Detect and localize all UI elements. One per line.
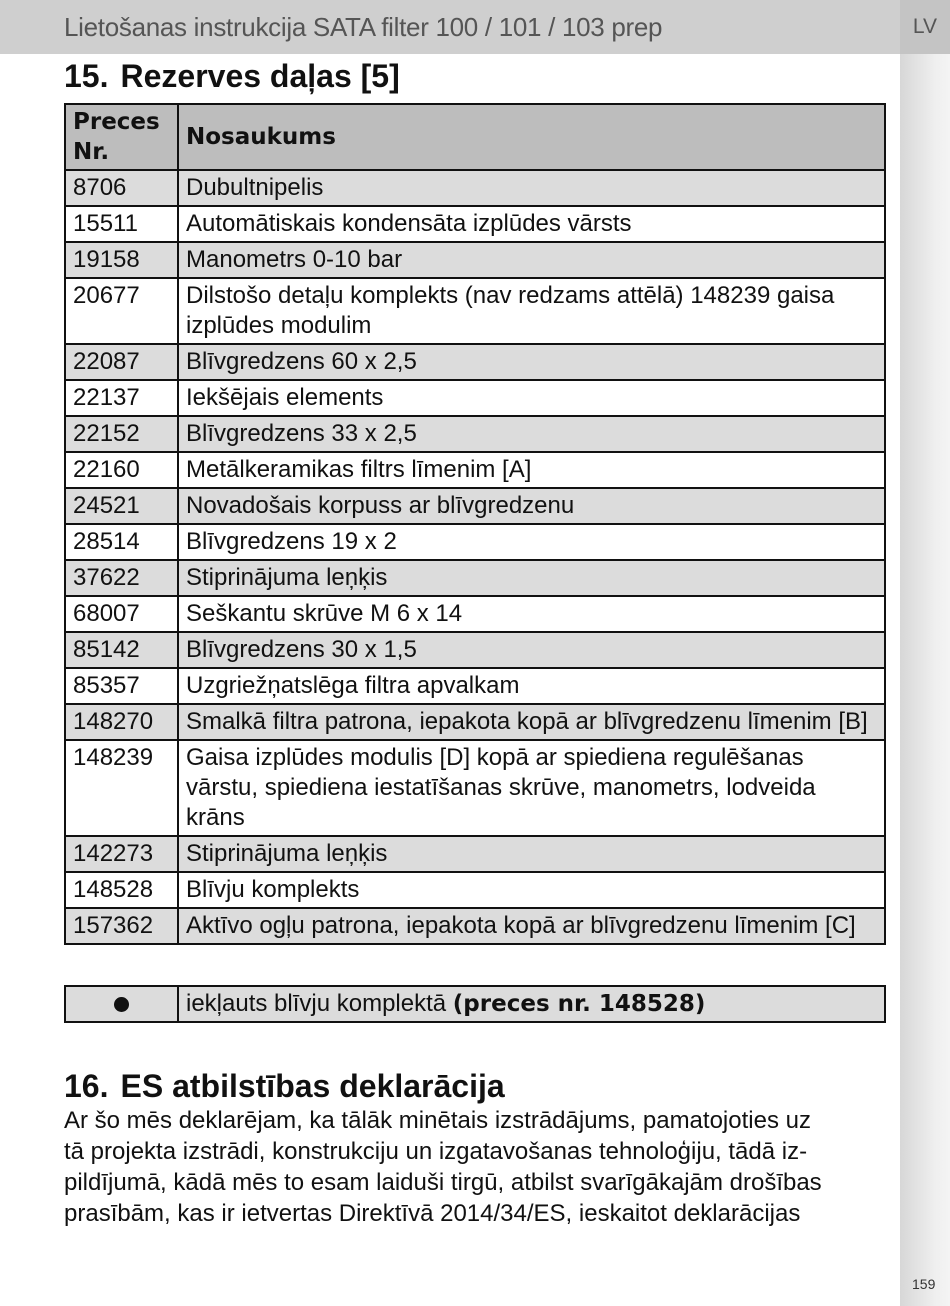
language-tab: LV: [900, 0, 950, 54]
part-name-cell: Blīvgredzens 60 x 2,5: [178, 344, 885, 380]
section-15-heading: [64, 58, 400, 95]
part-name-cell: Seškantu skrūve M 6 x 14: [178, 596, 885, 632]
part-number-cell: 68007: [65, 596, 178, 632]
table-row: [65, 836, 885, 872]
paragraph-line: pildījumā, kādā mēs to esam laiduši tirgū, atbilst svarīgākajām drošības: [64, 1169, 822, 1196]
column-header-part-no: [65, 104, 178, 170]
part-number-cell: 22137: [65, 380, 178, 416]
table-row: [65, 488, 885, 524]
part-name-cell: Metālkeramikas filtrs līmenim [A]: [178, 452, 885, 488]
page-number: 159: [912, 1276, 936, 1292]
section-16-heading: [64, 1068, 505, 1105]
part-number-cell: 142273: [65, 836, 178, 872]
section-16-title: ES atbilstības deklarācija: [120, 1068, 505, 1104]
part-number-cell: 22152: [65, 416, 178, 452]
column-header-name: Nosaukums: [178, 104, 885, 170]
table-row: [65, 452, 885, 488]
part-name-cell: Manometrs 0-10 bar: [178, 242, 885, 278]
page-header: [0, 0, 900, 54]
table-row: [65, 344, 885, 380]
declaration-paragraph: [64, 1105, 864, 1229]
part-name-cell: Blīvgredzens 19 x 2: [178, 524, 885, 560]
table-row: [65, 632, 885, 668]
part-name-cell: Stiprinājuma leņķis: [178, 836, 885, 872]
part-number-cell: 28514: [65, 524, 178, 560]
part-name-cell: Dubultnipelis: [178, 170, 885, 206]
part-number-cell: 8706: [65, 170, 178, 206]
legend-text-cell: [178, 986, 885, 1022]
paragraph-line: tā projekta izstrādi, konstrukciju un izgatavošanas tehnoloģiju, tādā iz-: [64, 1138, 808, 1165]
bullet-icon: [114, 997, 129, 1012]
section-15-number: 15.: [64, 58, 109, 94]
part-number-cell: 37622: [65, 560, 178, 596]
header-title: Lietošanas instrukcija SATA filter 100 / 101 / 103 prep: [64, 12, 663, 42]
part-number-cell: 157362: [65, 908, 178, 944]
part-name-cell: Novadošais korpuss ar blīvgredzenu: [178, 488, 885, 524]
part-number-cell: 85357: [65, 668, 178, 704]
part-name-cell: Stiprinājuma leņķis: [178, 560, 885, 596]
legend-text: iekļauts blīvju komplektā: [186, 990, 453, 1017]
part-number-cell: 148528: [65, 872, 178, 908]
part-name-cell: Blīvju komplekts: [178, 872, 885, 908]
table-row: [65, 206, 885, 242]
part-name-cell: Uzgriežņatslēga filtra apvalkam: [178, 668, 885, 704]
part-name-cell: Blīvgredzens 30 x 1,5: [178, 632, 885, 668]
part-number-cell: 19158: [65, 242, 178, 278]
part-number-cell: 85142: [65, 632, 178, 668]
table-row: [65, 380, 885, 416]
part-number-cell: 22087: [65, 344, 178, 380]
table-row: [65, 242, 885, 278]
part-number-cell: 24521: [65, 488, 178, 524]
legend-row: [65, 986, 885, 1022]
part-name-cell: Aktīvo ogļu patrona, iepakota kopā ar blīvgredzenu līmenim [C]: [178, 908, 885, 944]
table-row: [65, 560, 885, 596]
column-header-part-no-label: Preces Nr.: [73, 109, 160, 165]
part-number-cell: 15511: [65, 206, 178, 242]
part-number-cell: 20677: [65, 278, 178, 344]
paragraph-line: Ar šo mēs deklarējam, ka tālāk minētais izstrādājums, pamatojoties uz: [64, 1107, 811, 1134]
part-number-cell: 148239: [65, 740, 178, 836]
section-15-title: Rezerves daļas [5]: [120, 58, 400, 94]
table-row: [65, 908, 885, 944]
legend-symbol-cell: [65, 986, 178, 1022]
table-body: [65, 170, 885, 944]
table-row: [65, 524, 885, 560]
paragraph-line: prasībām, kas ir ietvertas Direktīvā 2014/34/ES, ieskaitot deklarācijas: [64, 1200, 801, 1227]
section-16-number: 16.: [64, 1068, 109, 1104]
part-name-cell: Smalkā filtra patrona, iepakota kopā ar blīvgredzenu līmenim [B]: [178, 704, 885, 740]
side-margin-bar: [900, 0, 950, 1306]
table-header-row: [65, 104, 885, 170]
part-number-cell: 22160: [65, 452, 178, 488]
part-name-cell: Iekšējais elements: [178, 380, 885, 416]
spare-parts-table: [64, 103, 886, 945]
table-row: [65, 416, 885, 452]
table-row: [65, 596, 885, 632]
part-name-cell: Blīvgredzens 33 x 2,5: [178, 416, 885, 452]
table-row: [65, 872, 885, 908]
table-row: [65, 740, 885, 836]
legend-bold-text: (preces nr. 148528): [452, 991, 706, 1017]
legend-table: [64, 985, 886, 1023]
part-name-cell: Gaisa izplūdes modulis [D] kopā ar spiediena regulēšanas vārstu, spiediena iestatīšanas skrūve, manometrs, lodveida krāns: [178, 740, 885, 836]
table-row: [65, 668, 885, 704]
part-number-cell: 148270: [65, 704, 178, 740]
part-name-cell: Dilstošo detaļu komplekts (nav redzams attēlā) 148239 gaisa izplūdes modulim: [178, 278, 885, 344]
table-row: [65, 170, 885, 206]
table-row: [65, 704, 885, 740]
table-row: [65, 278, 885, 344]
part-name-cell: Automātiskais kondensāta izplūdes vārsts: [178, 206, 885, 242]
